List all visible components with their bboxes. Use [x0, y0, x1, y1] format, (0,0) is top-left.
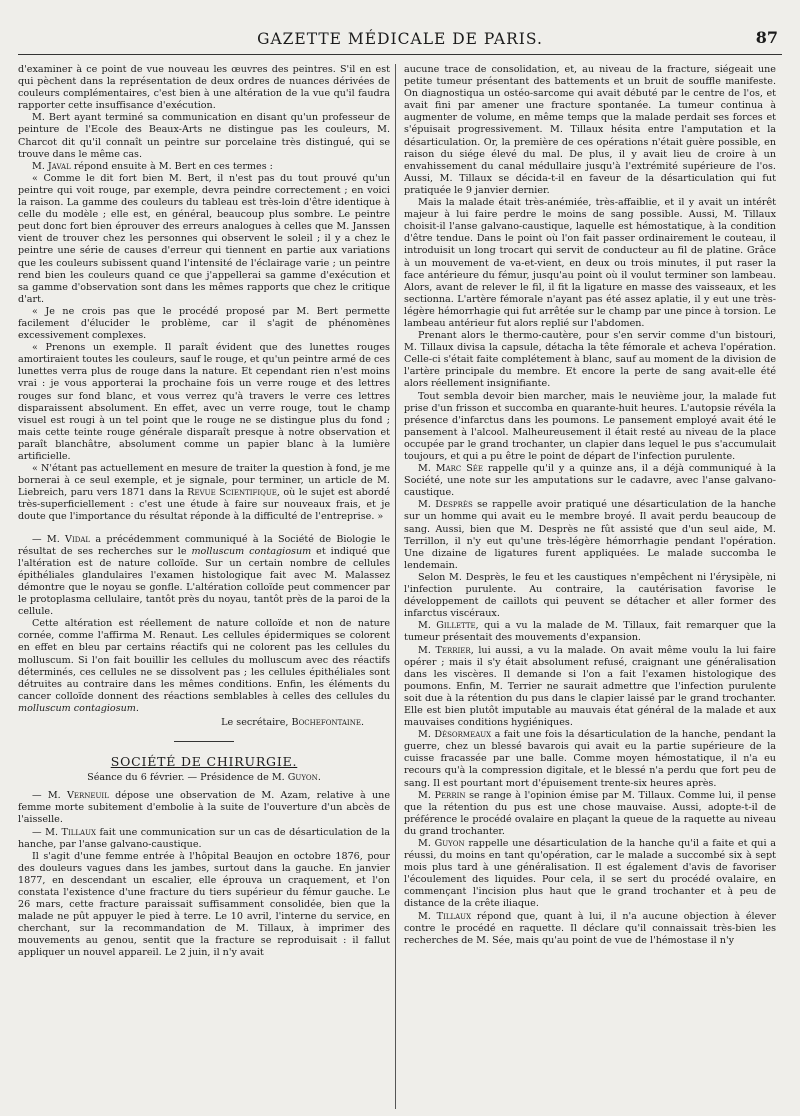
journal-title: GAZETTE MÉDICALE DE PARIS. [257, 30, 543, 48]
paragraph: M. Tillaux répond que, quant à lui, il n'a aucune objection à élever contre le procédé en raquette. Il déclare qu'il connaissait très-bien les recherches de M. Sée, mais qu'au point de vue de l'hémostase il n'y [404, 910, 776, 946]
paragraph: M. Perrin se range à l'opinion émise par M. Tillaux. Comme lui, il pense que la rétention du pus est une chose mauvaise. Aussi, adopte-t-il de préférence le procédé ovalaire en plaçant la queue de la raquette au niveau du grand trochanter. [404, 789, 776, 837]
paragraph: M. Gillette, qui a vu la malade de M. Tillaux, fait remarquer que la tumeur présentait des mouvements d'expansion. [404, 620, 776, 644]
right-column [404, 64, 776, 1109]
speaker-name: Désormeaux [434, 729, 492, 741]
journal-reference: Revue Scientifique [187, 487, 277, 499]
session-line: Séance du 6 février. — Présidence de M. Guyon. [87, 772, 321, 784]
paragraph: M. Désormeaux a fait une fois la désarticulation de la hanche, pendant la guerre, chez un blessé bavarois qui avait eu la partie supérieure de la cuisse fracassée par une balle. Comme moyen hémostatique, il n'a eu recours qu'à la compression digitale, et le blessé n'a perdu que fort peu de sang. Il est pourtant mort d'épuisement trente-six heures après. [404, 729, 776, 789]
page-number: 87 [755, 28, 778, 47]
paragraph: M. Marc Sée rappelle qu'il y a quinze ans, il a déjà communiqué à la Société, une note sur les amputations sur le cadavre, avec l'anse galvano-caustique. [404, 463, 776, 499]
paragraph: Cette altération est réellement de nature colloïde et non de nature cornée, comme l'affirma M. Renaut. Les cellules épidermiques se colorent en effet en bleu par certains réactifs qui ne colorent pas les cellules du molluscum. Si l'on fait bouillir les cellules du molluscum avec des réactifs déterminés, ces cellules ne se dissolvent pas ; les cellules épithéliales sont détruites au contraire dans les mêmes conditions. Enfin, les éléments du cancer colloïde donnent des réactions semblables à celles des cellules du molluscum contagiosum. [18, 618, 390, 714]
signature: Le secrétaire, Bochefontaine. [221, 716, 364, 728]
left-column [18, 64, 390, 1109]
speaker-name: Marc Sée [435, 463, 483, 475]
column-rule [395, 64, 396, 1109]
paragraph: aucune trace de consolidation, et, au niveau de la fracture, siégeait une petite tumeur présentant des battements et un bruit de souffle manifeste. On diagnostiqua un ostéo-sarcome qui avait débuté par le centre de l'os, et avait fini par amener une fracture spontanée. La tumeur continua à augmenter de volume, en même temps que la malade perdait ses forces et s'épuisait progressivement. M. Tillaux hésita entre l'amputation et la désarticulation. Or, la première de ces opérations n'était guère possible, en raison du siége élevé du mal. De plus, il y avait lieu de croire à un envahissement du canal médullaire jusqu'à l'extrémité supérieure de l'os. Aussi, M. Tillaux se décida-t-il en faveur de la désarticulation qui fut pratiquée le 9 janvier dernier. [404, 64, 776, 196]
paragraph: M. Bert ayant terminé sa communication en disant qu'un professeur de peinture de l'Ecole des Beaux-Arts ne distingue pas les couleurs, M. Charcot dit qu'il connaît un peintre sur porcelaine très distingué, qui se trouve dans le même cas. [18, 112, 390, 160]
speaker-name: Vidal [65, 533, 91, 545]
speaker-name: Desprès [435, 499, 473, 511]
paragraph: « Comme le dit fort bien M. Bert, il n'est pas du tout prouvé qu'un peintre qui voit rouge, par exemple, devra peindre correctement ; en voici la raison. La gamme des couleurs du tableau est très-loin d'être identique à celle du modèle ; elle est, en général, beaucoup plus sombre. Le peintre peut donc fort bien éprouver des erreurs analogues à celles que M. Janssen vient de trouver chez les personnes qui observent le soleil ; il y a chez le peintre une série de causes d'erreur qui tiennent en partie aux variations que les couleurs subissent quand l'intensité de l'éclairage varie ; un peintre rend bien les couleurs quand ce que j'appellerai sa gamme d'exécution et sa gamme d'observation sont dans les mêmes rapports que chez le critique d'art. [18, 172, 390, 305]
paragraph: M. Desprès se rappelle avoir pratiqué une désarticulation de la hanche sur un homme qui avait eu le membre broyé. Il avait perdu beaucoup de sang. Aussi, bien que M. Desprès ne fût assisté que d'un seul aide, M. Terrillon, il n'y eut qu'une très-légère hémorrhagie pendant l'opération. Une dizaine de ligatures furent appliquées. Le malade succomba le lendemain. [404, 499, 776, 571]
speaker-name: Gillette [436, 620, 476, 632]
section-title: SOCIÉTÉ DE CHIRURGIE. [110, 754, 298, 770]
paragraph: M. Javal répond ensuite à M. Bert en ces termes : [32, 160, 273, 172]
paragraph: Selon M. Desprès, le feu et les caustiques n'empêchent ni l'érysipèle, ni l'infection purulente. Au contraire, la cautérisation favorise le développement de caillots qui peuvent se détacher et aller former des infarctus viscéraux. [404, 571, 776, 620]
speaker-name: Guyon [434, 838, 465, 849]
paragraph: « Je ne crois pas que le procédé proposé par M. Bert permette facilement d'élucider le problème, car il s'agit de phénomènes excessivement complexes. [18, 305, 390, 342]
paragraph: Il s'agit d'une femme entrée à l'hôpital Beaujon en octobre 1876, pour des douleurs vagues dans les jambes, surtout dans la gauche. En janvier 1877, en descendant un escalier, elle éprouva un craquement, et l'on constata l'existence d'une fracture du tiers supérieur du fémur gauche. Le 26 mars, cette fracture paraissait suffisamment consolidée, bien que la malade ne pût appuyer le pied à terre. Le 10 avril, l'interne du service, en cherchant, sur la recommandation de M. Tillaux, à imprimer des mouvements au genou, sentit que la fracture se reproduisait : il fallut appliquer un nouvel appareil. Le 2 juin, il n'y avait [18, 850, 390, 959]
speaker-name: M. Javal [32, 160, 71, 172]
speaker-name: Tillaux [61, 826, 96, 838]
paragraph: « Prenons un exemple. Il paraît évident que des lunettes rouges amortiraient toutes les couleurs, sauf le rouge, et qu'un peintre armé de ces lunettes verra plus de rouge dans la nature. Et cependant rien n'est moins vrai : je vous apporterai la prochaine fois un verre rouge et des lettres rouges sur fond blanc, et vous verrez qu'à travers le verre ces lettres disparaissent absolument. En effet, avec un verre rouge, tout le champ visuel est rougi à un tel point que le rouge ne se distingue plus du fond ; mais cette teinte rouge générale disparaît presque à notre observation et paraît blanchâtre, absolument comme un papier blanc à la lumière artificielle. [18, 342, 390, 462]
paragraph: Mais la malade était très-anémiée, très-affaiblie, et il y avait un intérêt majeur à lui faire perdre le moins de sang possible. Aussi, M. Tillaux choisit-il l'anse galvano-caustique, laquelle est hémostatique, à la condition d'être tendue. Dans le point où l'on fait passer ordinairement le couteau, il introduisit un long trocart qui servit de conducteur au fil de platine. Grâce à un mouvement de va-et-vient, en deux ou trois minutes, il put raser la face antérieure du fémur, jusqu'au point où il voulut terminer son lambeau. Alors, avant de relever le fil, il fit la ligature en masse des vaisseaux, et les sectionna. L'artère fémorale n'ayant pas été assez aplatie, il y eut une très-légère hémorrhagie qui fut arrêtée sur le champ par une pince à torsion. Le lambeau antérieur fut alors replié sur l'abdomen. [404, 197, 776, 329]
speaker-name: Verneuil [66, 790, 109, 802]
paragraph: — M. Vidal a précédemment communiqué à la Société de Biologie le résultat de ses recherches sur le molluscum contagiosum et indiqué que l'altération est de nature colloïde. Sur un certain nombre de cellules épithéliales glandulaires l'examen histologique fait avec M. Malassez démontre que le noyau se gonfle. L'altération colloïde peut commencer par le protoplasma cellulaire, tantôt près du noyau, tantôt près de la paroi de la cellule. [18, 533, 390, 618]
paragraph: M. Guyon rappelle une désarticulation de la hanche qu'il a faite et qui a réussi, du moins en tant qu'opération, car le malade a succombé six à sept mois plus tard à une généralisation. Il est également d'avis de favoriser l'écoulement des liquides. Pour cela, il se sert du procédé ovalaire, en commençant l'incision plus haut que le grand trochanter et à peu de distance de la crête iliaque. [404, 838, 776, 910]
paragraph: M. Terrier, lui aussi, a vu la malade. On avait même voulu la lui faire opérer ; mais il s'y était absolument refusé, craignant une généralisation dans les viscères. Il demande si l'on a fait l'examen histologique des poumons. Enfin, M. Terrier ne saurait admettre que l'infection purulente soit due à la rétention du pus dans le clapier laissé par le grand trochanter. Elle est bien plutôt imputable au mauvais état général de la malade et aux mauvaises conditions hygiéniques. [404, 644, 776, 729]
speaker-name: Tillaux [436, 910, 472, 922]
paragraph: — M. Tillaux fait une communication sur un cas de désarticulation de la hanche, par l'anse galvano-caustique. [18, 826, 390, 850]
italic-term: molluscum contagiosum [191, 545, 312, 557]
italic-term: molluscum contagiosum [18, 702, 136, 714]
spacer [18, 524, 390, 534]
paragraph: Tout sembla devoir bien marcher, mais le neuvième jour, la malade fut prise d'un frisson et succomba en quarante-huit heures. L'autopsie révéla la présence d'infarctus dans les poumons. Le pansement employé avait été le pansement à l'alcool. Malheureusement il était resté au niveau de la place occupée par le grand trochanter, un clapier dans lequel le pus s'accumulait toujours, et qui a pu être le point de départ de l'infection purulente. [404, 390, 776, 462]
paragraph: « N'étant pas actuellement en mesure de traiter la question à fond, je me bornerai à ce seul exemple, et je signale, pour terminer, un article de M. Liebreich, paru vers 1871 dans la Revue Scientifique, où le sujet est abordé très-superficiellement : c'est une étude à faire sur nouveaux frais, et je doute que l'importance du résultat réponde à la difficulté de l'entreprise. » [18, 463, 390, 523]
speaker-name: Perrin [434, 789, 466, 801]
section-divider [174, 741, 234, 742]
paragraph: d'examiner à ce point de vue nouveau les œuvres des peintres. S'il en est qui pèchent dans la représentation de deux ordres de nuances dérivées de couleurs complémentaires, c'est bien à une altération de la vue qu'il faudra rapporter cette insuffisance d'exécution. [18, 64, 390, 112]
speaker-name: Terrier [435, 644, 471, 656]
paragraph: Prenant alors le thermo-cautère, pour s'en servir comme d'un bistouri, M. Tillaux divisa la capsule, détacha la tête fémorale et acheva l'opération. Celle-ci s'était faite complétement à blanc, sauf au moment de la division de l'artère principale du membre. Et encore la perte de sang avait-elle été alors réellement insignifiante. [404, 330, 776, 390]
running-header [18, 26, 782, 55]
paragraph: — M. Verneuil dépose une observation de M. Azam, relative à une femme morte subitement d'embolie à la suite de l'ouverture d'un abcès de l'aisselle. [18, 790, 390, 826]
